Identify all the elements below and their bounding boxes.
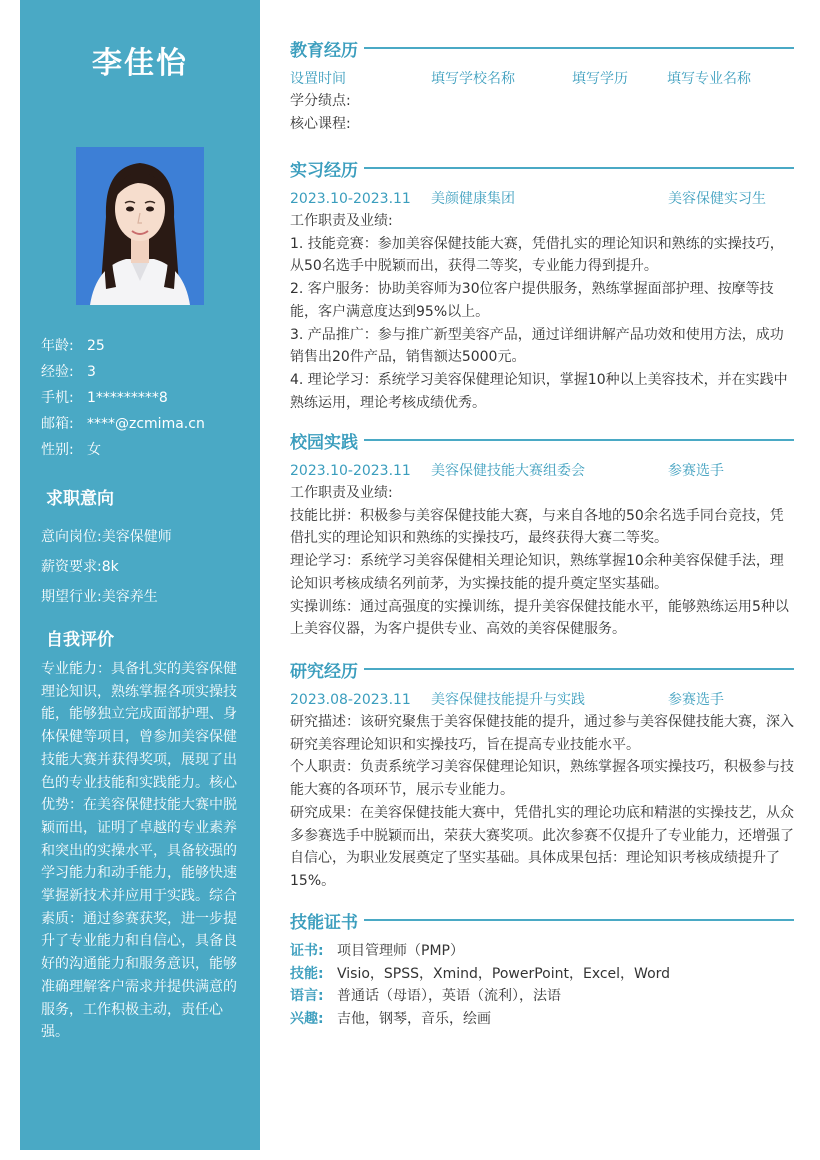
education-school: 填写学校名称	[431, 71, 515, 87]
research-header	[290, 657, 794, 681]
section-divider	[364, 47, 794, 49]
campus-details	[290, 482, 794, 641]
section-divider	[364, 439, 794, 441]
education-meta	[290, 68, 794, 90]
info-phone: 手机: 1*********8	[41, 390, 168, 406]
campus-time: 2023.10-2023.11	[290, 463, 411, 479]
internship-org: 美颜健康集团	[431, 191, 515, 207]
skill-certificate: 证书: 项目管理师（PMP）	[290, 943, 464, 959]
internship-header	[290, 156, 794, 180]
research-line: 研究成果：在美容保健技能大赛中，凭借扎实的理论功底和精湛的实操技艺，从众多参赛选手中脱颖而出，荣获大赛奖项。此次参赛不仅提升了专业能力，还增强了自信心，为职业发展奠定了坚实基础。具体成果包括：理论知识考核成绩提升了15%。	[290, 804, 794, 889]
education-title: 教育经历	[290, 40, 358, 61]
intent-salary: 薪资要求:8k	[41, 559, 119, 575]
research-role: 参赛选手	[668, 692, 724, 708]
campus-header	[290, 428, 794, 452]
education-section	[290, 36, 794, 135]
internship-time: 2023.10-2023.11	[290, 191, 411, 207]
portrait-illustration	[76, 147, 204, 305]
skill-interests: 兴趣: 吉他，钢琴，音乐，绘画	[290, 1010, 491, 1027]
skill-tools: 技能: Visio，SPSS，Xmind，PowerPoint，Excel，Word	[290, 965, 671, 982]
internship-meta	[290, 188, 794, 210]
skill-languages: 语言: 普通话（母语），英语（流利），法语	[290, 988, 561, 1005]
section-divider	[364, 668, 794, 670]
campus-line: 理论学习：系统学习美容保健相关理论知识，熟练掌握10余种美容保健手法，理论知识考核成绩名列前茅，为实操技能的提升奠定坚实基础。	[290, 553, 784, 592]
campus-org: 美容保健技能大赛组委会	[431, 463, 585, 479]
info-experience: 经验: 3	[41, 364, 96, 380]
campus-role: 参赛选手	[668, 463, 724, 479]
skills-title: 技能证书	[290, 912, 358, 933]
campus-meta	[290, 460, 794, 482]
campus-line: 技能比拼：积极参与美容保健技能大赛，与来自各地的50余名选手同台竞技，凭借扎实的理论知识和熟练的实操技巧，最终获得大赛二等奖。	[290, 507, 784, 547]
info-age: 年龄: 25	[41, 338, 105, 354]
section-divider	[364, 919, 794, 921]
research-org: 美容保健技能提升与实践	[431, 692, 585, 708]
intent-industry: 期望行业:美容养生	[41, 589, 158, 605]
skills-section	[290, 908, 794, 1030]
internship-line: 4. 理论学习：系统学习美容保健理论知识，掌握10种以上美容技术，并在实践中熟练运用，理论考核成绩优秀。	[290, 371, 788, 411]
intent-title: 求职意向	[46, 489, 114, 509]
education-major: 填写专业名称	[667, 71, 751, 87]
self-eval-text: 专业能力：具备扎实的美容保健理论知识，熟练掌握各项实操技能，能够独立完成面部护理、身体保健等项目，曾参加美容保健技能大赛并获得奖项，展现了出色的专业技能和实践能力。核心优势：在美容保健技能大赛中脱颖而出，证明了卓越的专业素养和突出的实操水平，具备较强的学习能力和动手能力，能够快速掌握新技术并应用于实践。综合素质：通过参赛获奖，进一步提升了专业能力和自信心，具备良好的沟通能力和服务意识，能够准确理解客户需求并提供满意的服务，工作积极主动，责任心强。	[41, 661, 237, 1041]
internship-details	[290, 210, 794, 414]
education-degree: 填写学历	[572, 71, 628, 87]
internship-line: 工作职责及业绩:	[290, 213, 393, 229]
internship-line: 2. 客户服务：协助美容师为30位客户提供服务，熟练掌握面部护理、按摩等技能，客户满意度达到95%以上。	[290, 281, 774, 320]
info-email: 邮箱: ****@zcmima.cn	[41, 416, 205, 432]
research-meta	[290, 689, 794, 711]
profile-photo	[76, 147, 204, 305]
research-time: 2023.08-2023.11	[290, 692, 411, 708]
intent-position: 意向岗位:美容保健师	[41, 529, 172, 545]
education-time: 设置时间	[290, 71, 346, 87]
campus-line: 实操训练：通过高强度的实操训练，提升美容保健技能水平，能够熟练运用5种以上美容仪器，为客户提供专业、高效的美容保健服务。	[290, 598, 789, 638]
candidate-name: 李佳怡	[92, 46, 188, 81]
campus-title: 校园实践	[290, 432, 358, 453]
education-gpa: 学分绩点:	[290, 93, 351, 109]
skills-header	[290, 908, 794, 932]
research-title: 研究经历	[290, 661, 358, 682]
campus-line: 工作职责及业绩:	[290, 485, 393, 501]
skills-list	[290, 940, 794, 1030]
job-intent	[41, 522, 251, 612]
education-header	[290, 36, 794, 60]
info-gender: 性别: 女	[41, 442, 101, 458]
research-line: 个人职责：负责系统学习美容保健理论知识，熟练掌握各项实操技巧，积极参与技能大赛的各项环节，展示专业能力。	[290, 759, 794, 799]
internship-line: 3. 产品推广：参与推广新型美容产品，通过详细讲解产品功效和使用方法，成功销售出20件产品，销售额达5000元。	[290, 326, 784, 366]
basic-info	[41, 333, 251, 463]
research-section	[290, 657, 794, 893]
section-divider	[364, 167, 794, 169]
internship-role: 美容保健实习生	[668, 191, 766, 207]
self-eval-title: 自我评价	[46, 630, 114, 650]
internship-section	[290, 156, 794, 414]
education-courses: 核心课程:	[290, 115, 351, 132]
internship-title: 实习经历	[290, 160, 358, 181]
research-line: 研究描述：该研究聚焦于美容保健技能的提升，通过参与美容保健技能大赛，深入研究美容理论知识和实操技巧，旨在提高专业技能水平。	[290, 714, 794, 753]
internship-line: 1. 技能竞赛：参加美容保健技能大赛，凭借扎实的理论知识和熟练的实操技巧，从50名选手中脱颖而出，获得二等奖，专业能力得到提升。	[290, 235, 784, 275]
sidebar	[20, 0, 260, 1150]
research-details	[290, 711, 794, 893]
campus-section	[290, 428, 794, 641]
